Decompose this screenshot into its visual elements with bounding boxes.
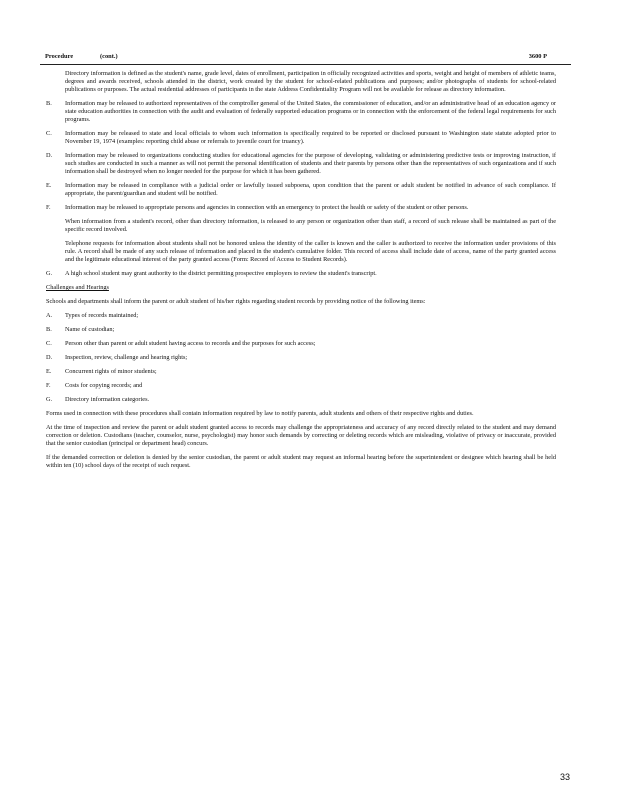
list-item-label: G. — [46, 396, 53, 403]
list-item-label: E. — [46, 368, 52, 375]
item-e — [46, 182, 556, 198]
header-policy-number: 3600 P — [528, 53, 547, 60]
notice-items-list — [46, 312, 556, 404]
list-item-label: A. — [46, 312, 53, 319]
inspection-paragraph: At the time of inspection and review the parent or adult student granted access to records may challenge the appropriateness and accuracy of any record directly related to the student and may demand correction or deletion. Custodians (teacher, counselor, nurse, psychologist) may honor such demands by correcting or deleting records which are misleading, violative of privacy or inaccurate, provided that the senior custodian (principal or department head) concurs. — [46, 424, 556, 447]
forms-paragraph: Forms used in connection with these procedures shall contain information required by law to notify parents, adult students and others of their respective rights and duties. — [46, 410, 474, 417]
list-item — [46, 396, 556, 404]
header-continued: (cont.) — [100, 53, 118, 60]
item-f — [46, 204, 556, 212]
header-rule — [40, 64, 571, 65]
list-item — [46, 382, 556, 390]
list-item-text: Concurrent rights of minor students; — [65, 368, 157, 375]
item-label: E. — [46, 182, 52, 189]
item-c — [46, 130, 556, 146]
item-d — [46, 152, 556, 176]
list-item-label: B. — [46, 326, 52, 333]
item-label: D. — [46, 152, 53, 159]
intro-paragraph: Directory information is defined as the student's name, grade level, dates of enrollment, participation in officially recognized activities and sports, weight and height of members of athletic teams, degrees and awards received, schools attended in the district, work created by the student for school-related publications and purposes; and/or photographs of students for school-related publications or purposes. The actual residential addresses of participants in the state Address Confidentiality Program will not be available for release as directory information. — [65, 70, 556, 93]
item-label: B. — [46, 100, 52, 107]
item-label: F. — [46, 204, 51, 211]
item-text: Information may be released to state and local officials to whom such information is specifically required to be reported or disclosed pursuant to Washington state statute adopted prior to November 19, 1974 (examples: reporting child abuse or referrals to juvenile court for truancy). — [65, 130, 556, 145]
list-item — [46, 354, 556, 362]
item-g — [46, 270, 556, 278]
release-record-paragraph: When information from a student's record, other than directory information, is released to any person or organization other than staff, a record of such release shall be maintained as part of the specific record involved. — [65, 218, 556, 233]
list-item-text: Person other than parent or adult student having access to records and the purposes for such access; — [65, 340, 316, 347]
challenges-intro: Schools and departments shall inform the parent or adult student of his/her rights regarding student records by providing notice of the following items: — [46, 298, 426, 305]
list-item-text: Name of custodian; — [65, 326, 115, 333]
list-item-label: F. — [46, 382, 51, 389]
list-item-text: Types of records maintained; — [65, 312, 139, 319]
item-text: Information may be released in compliance with a judicial order or lawfully issued subpoena, upon condition that the parent or adult student be notified in advance of such compliance. If appropriate, the parent/guardian and student will be notified. — [65, 182, 556, 197]
page-header — [40, 53, 571, 62]
list-item — [46, 312, 556, 320]
item-label: G. — [46, 270, 53, 277]
list-item-label: C. — [46, 340, 52, 347]
section-heading: Challenges and Hearings — [46, 284, 109, 291]
item-label: C. — [46, 130, 52, 137]
hearing-request-paragraph: If the demanded correction or deletion is denied by the senior custodian, the parent or adult student may request an informal hearing before the superintendent or designee which hearing shall be held within ten (10) school days of the receipt of such request. — [46, 454, 556, 469]
list-item-text: Inspection, review, challenge and hearing rights; — [65, 354, 188, 361]
list-item-text: Directory information categories. — [65, 396, 150, 403]
list-item — [46, 326, 556, 334]
list-item-label: D. — [46, 354, 53, 361]
list-item — [46, 340, 556, 348]
item-b — [46, 100, 556, 124]
page-number: 33 — [560, 772, 571, 782]
item-text: Information may be released to appropriate persons and agencies in connection with an emergency to protect the health or safety of the student or other persons. — [65, 204, 469, 211]
list-item — [46, 368, 556, 376]
header-procedure: Procedure — [45, 53, 74, 60]
item-text: Information may be released to organizations conducting studies for educational agencies for the purpose of developing, validating or administering predictive tests or improving instruction, if such studies are conducted in such a manner as will not permit the personal identification of students and their parents by persons other than the representatives of such organizations and if such information shall be destroyed when no longer needed for the purpose for which it has been gathered. — [65, 152, 556, 175]
list-item-text: Costs for copying records; and — [65, 382, 143, 389]
item-text: A high school student may grant authority to the district permitting prospective employers to review the student's transcript. — [65, 270, 377, 277]
telephone-requests-paragraph: Telephone requests for information about students shall not be honored unless the identity of the caller is known and the caller is authorized to receive the information under provisions of this rule. A record shall be made of any such release of information and placed in the student's cumulative folder. This record of access shall include date of access, name of the party granted access and the legitimate educational interest of the party granted access (Form: Record of Access to Student Records). — [65, 240, 556, 263]
document-body — [46, 70, 556, 476]
item-text: Information may be released to authorized representatives of the comptroller general of the United States, the commissioner of education, and/or an administrative head of an education agency or state education authorities in connection with the audit and evaluation of federally supported education programs or in connection with the enforcement of the federal legal requirements for such programs. — [65, 100, 556, 123]
